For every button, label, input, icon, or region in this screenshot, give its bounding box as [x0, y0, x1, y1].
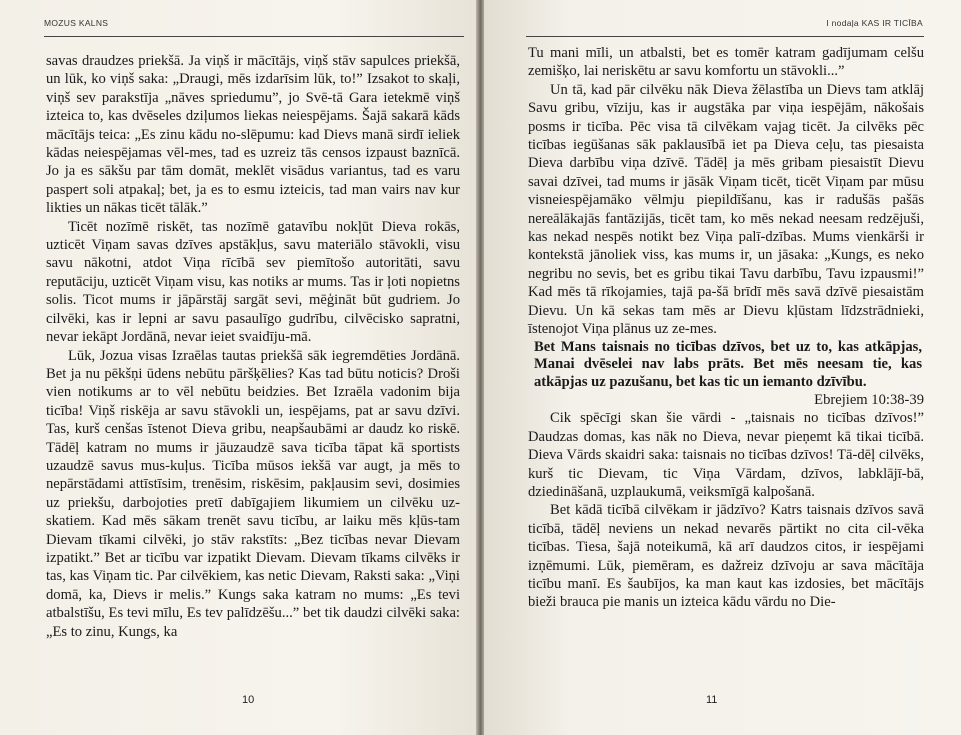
paragraph: Lūk, Jozua visas Izraēlas tautas priekšā sāk iegremdēties Jordānā. Bet ja nu pēkšņi ūdens nebūtu pāršķēlies? Kas tad būtu noticis? Droši vien notikums ar to vēl nebūtu beidzies. Bet Izraēla vadonim bija ticība! Viņš riskēja ar savu stāvokli un, iespējams, pat ar savu dzīvi. Tas, kurš cenšas īstenot Dieva gribu, neapšaubāmi ar daudz ko riskē. Tādēļ katram no mums ir jāuzaudzē sava ticība tāpat kā sportists uzaudzē savus mus-kuļus. Ticība mūsos iekšā var augt, ja mēs to nepārstādami attīstīsim, trenēsim, riskēsim, pakļausim sevi, dosimies uz priekšu, darbojoties pretī dabīgajiem likumiem un cilvēku uz-skatiem. Kad mēs sākam trenēt savu ticību, ar laiku mēs kļūs-tam Dievam tīkami cilvēki, jo stāv rakstīts: „Bez ticības nevar Dievam izpatikt.” Bet ar ticību var izpatikt Dievam. Dievam tīkams cilvēks ir tas, kas Viņam tic. Par cilvēkiem, kas netic Dievam, Raksti saka: „Viņi domā, ka, Dievs ir melis.” Kungs saka katram no mums: „Es tevi atbalstīšu, Es tevi mīlu, Es tev palīdzēšu...” bet tik daudzi cilvēki saka: „Es to zinu, Kungs, ka [46, 347, 460, 640]
page-number-right: 11 [706, 694, 718, 706]
right-body-text [528, 44, 924, 612]
paragraph: Bet kādā ticībā cilvēkam ir jādzīvo? Katrs taisnais dzīvos savā ticībā, tādēļ neviens un nekad nevarēs pārtikt no cita cil-vēka ticības. Tiesa, šajā noteikumā, kā arī daudzos citos, ir iespējami izņēmumi. Lūk, piemēram, es dažreiz dzīvoju ar sava mācītāja ticību manī. Es šaubījos, ka man kaut kas izdosies, bet mācītājs bieži brauca pie manis un izteica kādu vārdu no Die- [528, 502, 924, 611]
page-number-left: 10 [242, 694, 255, 706]
left-body-text [46, 52, 460, 641]
paragraph: Tu mani mīli, un atbalsti, bet es tomēr katram gadījumam celšu zemišķo, lai neriskētu ar savu komfortu un stāvokli...” [528, 45, 924, 80]
right-running-head: I nodaļa KAS IR TICĪBA [826, 18, 923, 28]
paragraph: Un tā, kad pār cilvēku nāk Dieva žēlastība un Dievs tam atklāj Savu gribu, vīziju, kas ir augstāka par viņa iespējām, nākošais posms ir ticība. Pēc visa tā cilvēkam vajag ticēt. Ja cilvēks pēc ticības iegūšanas sāk paklausībā iet pa Dieva ceļu, tas piesaista Dieva darbību viņa dzīvē. Tādēļ ja mēs gribam piesaistīt Dievu savai dzīvei, tad mums ir jāsāk Viņam ticēt, ticēt Viņam par mūsu visneiespējamāko vēlmju piepildīšanu, kas ir radušās pašās nereālākajās fantāzijās, ticēt tam, ko mēs nekad neesam redzējuši, kas nekad nespēs notikt bez Viņa palī-dzības. Mums vienkārši ir kontekstā jānoliek viss, kas mums ir, un jāsaka: „Kungs, es neko negribu no sevis, bet es gribu tikai Tavu darbību, Tavu izpausmi!” Kad mēs tā rīkojamies, tajā pa-šā brīdī mēs savā dzīvē piesaistām Dievu. Un kā sekas tam mēs ar Dievu kļūstam līdzstrādnieki, īstenojot Viņa plānus uz ze-mes. [528, 81, 924, 338]
scripture-quote: Bet Mans taisnais no ticības dzīvos, bet uz to, kas atkāpjas, Manai dvēselei nav labs prāts. Bet mēs neesam tie, kas atkāpjas uz pazušanu, bet kas tic un iemanto dzīvību. [534, 338, 922, 390]
scripture-reference: Ebrejiem 10:38-39 [814, 392, 924, 408]
left-running-head: MOZUS KALNS [44, 18, 109, 28]
right-page [484, 0, 961, 735]
left-header-rule [44, 36, 464, 37]
paragraph: Ticēt nozīmē riskēt, tas nozīmē gatavību nokļūt Dieva rokās, uzticēt Viņam savas dzīves apstākļus, savu materiālo stāvokli, visu savu nākotni, atdot Viņa rīcībā sev piemītošo autoritāti, savu reputāciju, uzticēt Viņam visu, kas notiks ar mums. Tas ir ļoti nopietns solis. Ticot mums ir jāpārstāj sargāt sevi, mēģināt būt gudriem. Jo cilvēki, kas ir lepni ar savu pasaulīgo gudrību, cilvēcisko sapratni, nevar iekāpt Jordānā, nevar ieiet svaidīju-mā. [46, 218, 460, 346]
paragraph: Cik spēcīgi skan šie vārdi - „taisnais no ticības dzīvos!” Daudzas domas, kas nāk no Dieva, nevar pieņemt kā tikai ticībā. Dieva Vārds skaidri saka: taisnais no ticības dzīvos! Tā-dēļ cilvēks, kurš tic Dievam, tic Viņa Vārdam, dzīvos, labklājī-bā, dziedināšanā, uzplaukumā, veiksmīgā kalpošanā. [528, 410, 924, 501]
right-header-rule [526, 36, 924, 37]
left-page [0, 0, 478, 735]
paragraph: savas draudzes priekšā. Ja viņš ir mācītājs, viņš stāv sapulces priekšā, un lūk, ko viņš saka: „Draugi, mēs izdarīsim lūk, to!” Izsakot to skaļi, viņš sev parakstīja „nāves spriedumu”, jo Svē-tā Gara ietekmē viņš izteica to, kas dvēseles dziļumos liekas neiespējams. Šajā sakarā kāds mācītājs teica: „Es zinu kādu no-slēpumu: kad Dievs manā sirdī ieliek kādas neiespējamas vēl-mes, tad es uzreiz tās censos izpaust baznīcā. Jo ja es sākšu par tām domāt, meklēt visādus variantus, tad es varu paspert soli atpakaļ; bet, ja es to esmu izteicis, tad man vairs nav kur likties un nākas ticēt tālāk.” [46, 53, 460, 217]
